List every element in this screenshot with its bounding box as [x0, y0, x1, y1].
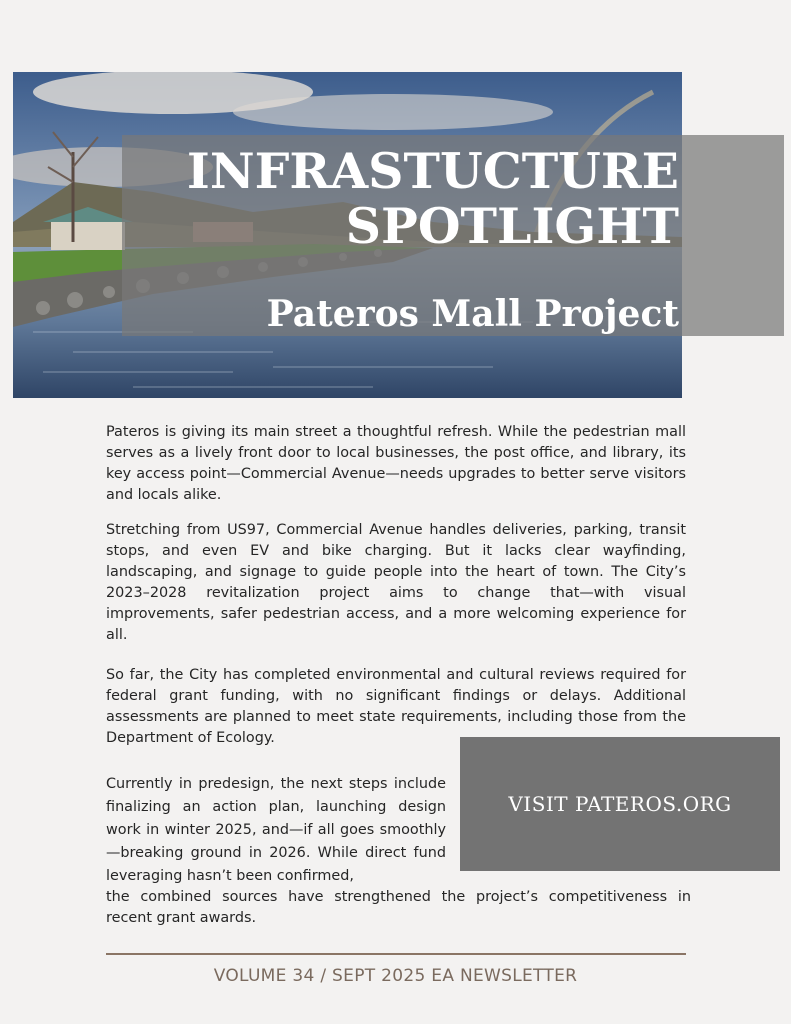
- article-paragraph-4-part-1: Currently in predesign, the next steps include finalizing an action plan, launching design work in winter 2025, and—if all goes smoothly—breaking ground in 2026. While direct fund leveraging hasn’t been confirmed,: [106, 776, 446, 884]
- footer-text: VOLUME 34 / SEPT 2025 EA NEWSLETTER: [213, 966, 578, 986]
- article-paragraph-1: Pateros is giving its main street a thoughtful refresh. While the pedestrian mall serves as a lively front door to local businesses, the post office, and library, its key access point—Commercial Avenue—needs upgrades to better serve visitors and locals alike.: [106, 424, 686, 503]
- visit-website-label: VISIT PATEROS.ORG: [508, 792, 732, 816]
- article-paragraph-4-part-2: the combined sources have strengthened the project’s competitiveness in recent grant awards.: [106, 889, 691, 926]
- article-paragraph-2: Stretching from US97, Commercial Avenue handles deliveries, parking, transit stops, and even EV and bike charging. But it lacks clear wayfinding, landscaping, and signage to guide people into the heart of town. The City’s 2023–2028 revitalization project aims to change that—with visual improvements, safer pedestrian access, and a more welcoming experience for all.: [106, 522, 686, 643]
- subtitle: Pateros Mall Project: [266, 293, 679, 335]
- title-line-1: INFRASTUCTURE: [186, 142, 679, 200]
- footer-divider: [106, 953, 686, 955]
- title-line-2: SPOTLIGHT: [345, 197, 679, 255]
- article-paragraph-3: So far, the City has completed environmental and cultural reviews required for federal grant funding, with no significant findings or delays. Additional assessments are planned to meet state requirements, including those from the Department of Ecology.: [106, 667, 686, 746]
- visit-website-box[interactable]: [460, 737, 780, 871]
